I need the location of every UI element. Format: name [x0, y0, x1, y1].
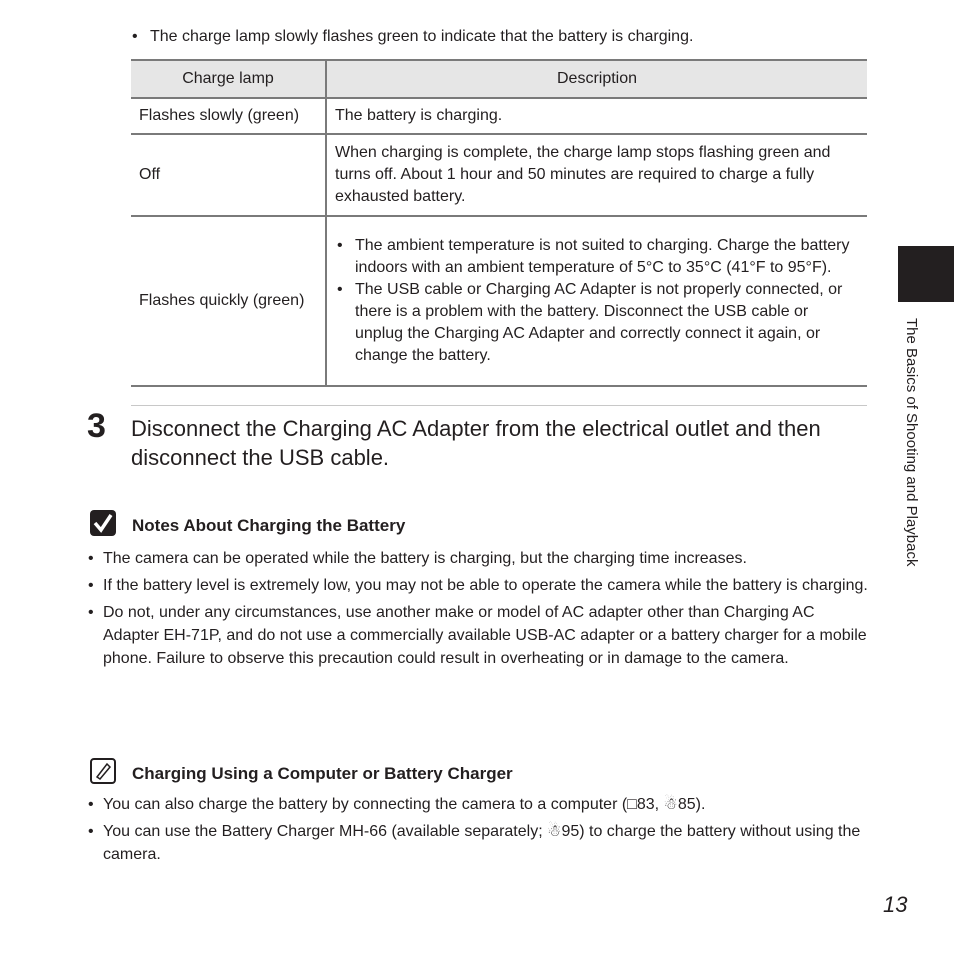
step-number: 3 [87, 407, 106, 445]
page-number: 13 [883, 892, 908, 917]
description-cell: When charging is complete, the charge lamp stops flashing green and turns off. About 1 hour and 50 minutes are required to charge a fully exhausted battery. [326, 134, 867, 216]
bullet-dot: • [88, 550, 94, 567]
table-row [131, 134, 867, 216]
list-item: • The ambient temperature is not suited to charging. Charge the battery indoors with an ambient temperature of 5°C to 35°C (41°F to 95°F). [355, 235, 859, 279]
charging-title: Charging Using a Computer or Battery Charger [132, 764, 513, 783]
list-item [88, 574, 868, 597]
header-description: Description [326, 60, 867, 98]
pencil-icon [90, 758, 116, 784]
check-icon [90, 510, 116, 536]
bullet-dot: • [88, 796, 94, 813]
charging-list [88, 793, 868, 870]
list-item [88, 793, 868, 816]
chapter-label: The Basics of Shooting and Playback [903, 318, 920, 567]
note-text: Do not, under any circumstances, use another make or model of AC adapter other than Charging AC Adapter EH-71P, and do not use a commercially available USB-AC adapter or a battery charger for a mobile phone. Failure to observe this precaution could result in overheating or in damage to the camera. [103, 604, 867, 667]
notes-title: Notes About Charging the Battery [132, 516, 406, 535]
list-item: • The USB cable or Charging AC Adapter is not properly connected, or there is a problem with the battery. Disconnect the USB cable or unplug the Charging AC Adapter and correctly connect it again, or change the battery. [355, 279, 859, 367]
note-text: The camera can be operated while the battery is charging, but the charging time increases. [103, 550, 747, 567]
notes-list [88, 547, 868, 674]
list-item [88, 820, 868, 866]
table-row [131, 216, 867, 386]
description-cell [326, 216, 867, 386]
note-text: If the battery level is extremely low, you may not be able to operate the camera while the battery is charging. [103, 577, 868, 594]
list-item [88, 547, 868, 570]
description-cell: The battery is charging. [326, 98, 867, 134]
bullet-dot: • [132, 28, 138, 45]
bullet-dot: • [88, 604, 94, 621]
charging-text: You can also charge the battery by connecting the camera to a computer (□83, ☃85). [103, 796, 706, 813]
lamp-cell: Off [131, 134, 326, 216]
intro-text: The charge lamp slowly flashes green to indicate that the battery is charging. [150, 28, 694, 45]
section-divider [131, 405, 867, 406]
lamp-cell: Flashes quickly (green) [131, 216, 326, 386]
table-row [131, 98, 867, 134]
list-item [88, 601, 868, 670]
charging-text: You can use the Battery Charger MH-66 (available separately; ☃95) to charge the battery without using the camera. [103, 823, 861, 863]
intro-bullet [132, 28, 852, 46]
step-text: Disconnect the Charging AC Adapter from the electrical outlet and then disconnect the USB cable. [131, 416, 821, 470]
bullet-dot: • [88, 577, 94, 594]
bullet-dot: • [88, 823, 94, 840]
chapter-tab [898, 246, 954, 302]
charge-lamp-table [131, 59, 867, 387]
header-charge-lamp: Charge lamp [131, 60, 326, 98]
description-list [335, 235, 859, 367]
lamp-cell: Flashes slowly (green) [131, 98, 326, 134]
table-header-row [131, 60, 867, 98]
